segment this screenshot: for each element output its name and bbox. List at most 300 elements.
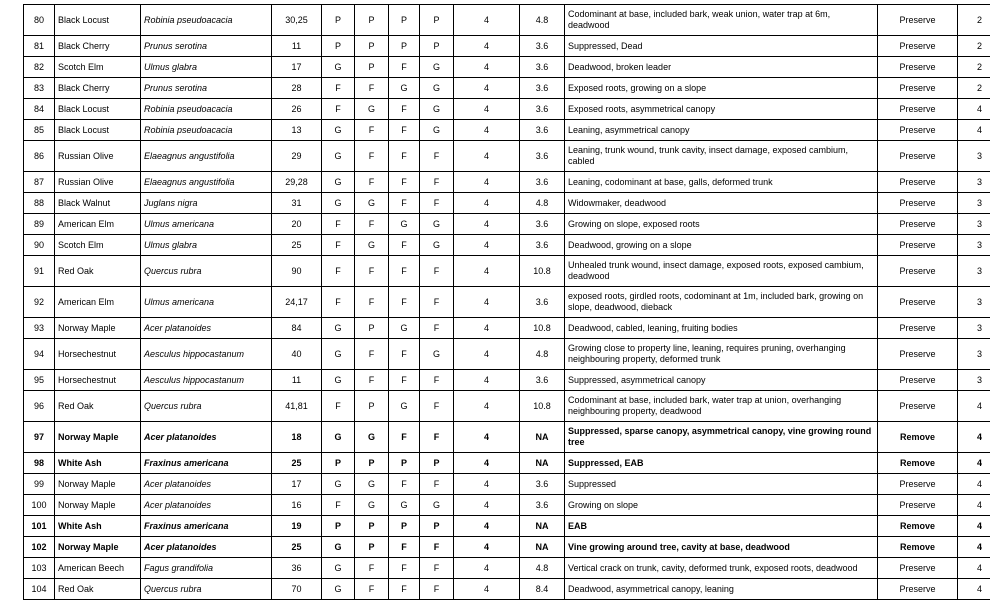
dbh-cell: 11 bbox=[272, 370, 322, 391]
tpz-cell: 10.8 bbox=[520, 391, 565, 422]
table-row bbox=[24, 370, 990, 391]
rating-cell: 4 bbox=[454, 193, 520, 214]
category-cell: 3 bbox=[958, 318, 990, 339]
species-cell: Juglans nigra bbox=[141, 193, 272, 214]
species-cell: Ulmus glabra bbox=[141, 235, 272, 256]
observations-cell: Deadwood, growing on a slope bbox=[565, 235, 878, 256]
condition-cell-2: P bbox=[355, 318, 389, 339]
category-cell: 4 bbox=[958, 453, 990, 474]
species-cell: Fraxinus americana bbox=[141, 516, 272, 537]
condition-cell-2: G bbox=[355, 495, 389, 516]
dbh-cell: 20 bbox=[272, 214, 322, 235]
category-cell: 2 bbox=[958, 78, 990, 99]
action-cell: Preserve bbox=[878, 495, 958, 516]
condition-cell-4: F bbox=[420, 422, 454, 453]
tag-cell: 91 bbox=[24, 256, 55, 287]
dbh-cell: 31 bbox=[272, 193, 322, 214]
condition-cell-2: P bbox=[355, 5, 389, 36]
action-cell: Preserve bbox=[878, 214, 958, 235]
species-cell: Acer platanoides bbox=[141, 495, 272, 516]
condition-cell-3: P bbox=[389, 516, 420, 537]
common-name-cell: Scotch Elm bbox=[55, 235, 141, 256]
observations-cell: Suppressed, sparse canopy, asymmetrical canopy, vine growing round tree bbox=[565, 422, 878, 453]
common-name-cell: Scotch Elm bbox=[55, 57, 141, 78]
rating-cell: 4 bbox=[454, 318, 520, 339]
rating-cell: 4 bbox=[454, 391, 520, 422]
species-cell: Fagus grandifolia bbox=[141, 558, 272, 579]
condition-cell-3: F bbox=[389, 256, 420, 287]
condition-cell-3: G bbox=[389, 318, 420, 339]
observations-cell: Codominant at base, included bark, water trap at union, overhanging neighbouring property, deadwood bbox=[565, 391, 878, 422]
species-cell: Acer platanoides bbox=[141, 474, 272, 495]
category-cell: 4 bbox=[958, 474, 990, 495]
tpz-cell: 4.8 bbox=[520, 5, 565, 36]
tag-cell: 98 bbox=[24, 453, 55, 474]
observations-cell: Suppressed, Dead bbox=[565, 36, 878, 57]
condition-cell-1: G bbox=[322, 579, 355, 600]
condition-cell-3: F bbox=[389, 120, 420, 141]
category-cell: 3 bbox=[958, 193, 990, 214]
condition-cell-4: F bbox=[420, 256, 454, 287]
condition-cell-4: F bbox=[420, 141, 454, 172]
observations-cell: Unhealed trunk wound, insect damage, exposed roots, exposed cambium, deadwood bbox=[565, 256, 878, 287]
condition-cell-3: P bbox=[389, 36, 420, 57]
observations-cell: Deadwood, asymmetrical canopy, leaning bbox=[565, 579, 878, 600]
species-cell: Robinia pseudoacacia bbox=[141, 5, 272, 36]
tpz-cell: 3.6 bbox=[520, 120, 565, 141]
condition-cell-3: G bbox=[389, 214, 420, 235]
common-name-cell: Norway Maple bbox=[55, 422, 141, 453]
rating-cell: 4 bbox=[454, 495, 520, 516]
tag-cell: 94 bbox=[24, 339, 55, 370]
action-cell: Preserve bbox=[878, 391, 958, 422]
condition-cell-3: F bbox=[389, 474, 420, 495]
common-name-cell: White Ash bbox=[55, 516, 141, 537]
dbh-cell: 36 bbox=[272, 558, 322, 579]
condition-cell-4: G bbox=[420, 120, 454, 141]
common-name-cell: American Beech bbox=[55, 558, 141, 579]
tpz-cell: 3.6 bbox=[520, 474, 565, 495]
condition-cell-3: F bbox=[389, 287, 420, 318]
rating-cell: 4 bbox=[454, 5, 520, 36]
condition-cell-2: G bbox=[355, 235, 389, 256]
table-row bbox=[24, 287, 990, 318]
condition-cell-1: P bbox=[322, 516, 355, 537]
table-body bbox=[24, 5, 990, 600]
condition-cell-1: G bbox=[322, 318, 355, 339]
dbh-cell: 29 bbox=[272, 141, 322, 172]
species-cell: Acer platanoides bbox=[141, 318, 272, 339]
tag-cell: 101 bbox=[24, 516, 55, 537]
action-cell: Preserve bbox=[878, 256, 958, 287]
condition-cell-2: G bbox=[355, 193, 389, 214]
table-row bbox=[24, 579, 990, 600]
species-cell: Acer platanoides bbox=[141, 537, 272, 558]
action-cell: Preserve bbox=[878, 558, 958, 579]
tpz-cell: 3.6 bbox=[520, 141, 565, 172]
category-cell: 3 bbox=[958, 214, 990, 235]
condition-cell-2: P bbox=[355, 57, 389, 78]
dbh-cell: 70 bbox=[272, 579, 322, 600]
rating-cell: 4 bbox=[454, 516, 520, 537]
condition-cell-1: F bbox=[322, 495, 355, 516]
tag-cell: 86 bbox=[24, 141, 55, 172]
table-row bbox=[24, 5, 990, 36]
category-cell: 2 bbox=[958, 57, 990, 78]
condition-cell-4: F bbox=[420, 193, 454, 214]
condition-cell-2: G bbox=[355, 474, 389, 495]
rating-cell: 4 bbox=[454, 579, 520, 600]
common-name-cell: Horsechestnut bbox=[55, 339, 141, 370]
condition-cell-1: F bbox=[322, 391, 355, 422]
condition-cell-1: G bbox=[322, 120, 355, 141]
rating-cell: 4 bbox=[454, 339, 520, 370]
condition-cell-2: P bbox=[355, 36, 389, 57]
tpz-cell: 10.8 bbox=[520, 318, 565, 339]
common-name-cell: Red Oak bbox=[55, 579, 141, 600]
tag-cell: 81 bbox=[24, 36, 55, 57]
rating-cell: 4 bbox=[454, 78, 520, 99]
table-row bbox=[24, 99, 990, 120]
condition-cell-1: G bbox=[322, 537, 355, 558]
category-cell: 4 bbox=[958, 120, 990, 141]
tpz-cell: NA bbox=[520, 422, 565, 453]
condition-cell-4: F bbox=[420, 391, 454, 422]
table-row bbox=[24, 235, 990, 256]
condition-cell-2: F bbox=[355, 579, 389, 600]
tag-cell: 93 bbox=[24, 318, 55, 339]
observations-cell: Vertical crack on trunk, cavity, deformed trunk, exposed roots, deadwood bbox=[565, 558, 878, 579]
condition-cell-2: F bbox=[355, 256, 389, 287]
tpz-cell: NA bbox=[520, 516, 565, 537]
table-row bbox=[24, 558, 990, 579]
dbh-cell: 40 bbox=[272, 339, 322, 370]
condition-cell-1: G bbox=[322, 474, 355, 495]
tag-cell: 85 bbox=[24, 120, 55, 141]
action-cell: Preserve bbox=[878, 193, 958, 214]
category-cell: 2 bbox=[958, 36, 990, 57]
category-cell: 4 bbox=[958, 495, 990, 516]
condition-cell-3: F bbox=[389, 235, 420, 256]
condition-cell-2: F bbox=[355, 214, 389, 235]
table-row bbox=[24, 422, 990, 453]
condition-cell-4: G bbox=[420, 214, 454, 235]
condition-cell-3: P bbox=[389, 5, 420, 36]
action-cell: Remove bbox=[878, 537, 958, 558]
condition-cell-1: G bbox=[322, 370, 355, 391]
action-cell: Preserve bbox=[878, 78, 958, 99]
condition-cell-1: F bbox=[322, 99, 355, 120]
condition-cell-3: G bbox=[389, 495, 420, 516]
observations-cell: Suppressed bbox=[565, 474, 878, 495]
dbh-cell: 25 bbox=[272, 537, 322, 558]
condition-cell-4: F bbox=[420, 579, 454, 600]
common-name-cell: Norway Maple bbox=[55, 495, 141, 516]
common-name-cell: Norway Maple bbox=[55, 318, 141, 339]
dbh-cell: 41,81 bbox=[272, 391, 322, 422]
tpz-cell: 8.4 bbox=[520, 579, 565, 600]
common-name-cell: Russian Olive bbox=[55, 172, 141, 193]
condition-cell-4: G bbox=[420, 57, 454, 78]
observations-cell: Suppressed, asymmetrical canopy bbox=[565, 370, 878, 391]
tree-inventory-table bbox=[23, 4, 990, 600]
observations-cell: Leaning, asymmetrical canopy bbox=[565, 120, 878, 141]
species-cell: Robinia pseudoacacia bbox=[141, 120, 272, 141]
table-row bbox=[24, 391, 990, 422]
table-row bbox=[24, 516, 990, 537]
condition-cell-2: F bbox=[355, 172, 389, 193]
condition-cell-3: P bbox=[389, 453, 420, 474]
table-row bbox=[24, 256, 990, 287]
table-row bbox=[24, 120, 990, 141]
common-name-cell: Black Locust bbox=[55, 120, 141, 141]
common-name-cell: White Ash bbox=[55, 453, 141, 474]
tpz-cell: 3.6 bbox=[520, 287, 565, 318]
tag-cell: 95 bbox=[24, 370, 55, 391]
rating-cell: 4 bbox=[454, 256, 520, 287]
common-name-cell: Black Cherry bbox=[55, 78, 141, 99]
table-row bbox=[24, 339, 990, 370]
action-cell: Remove bbox=[878, 453, 958, 474]
dbh-cell: 18 bbox=[272, 422, 322, 453]
condition-cell-2: F bbox=[355, 120, 389, 141]
condition-cell-3: F bbox=[389, 370, 420, 391]
condition-cell-3: F bbox=[389, 141, 420, 172]
species-cell: Prunus serotina bbox=[141, 78, 272, 99]
species-cell: Elaeagnus angustifolia bbox=[141, 141, 272, 172]
tpz-cell: 4.8 bbox=[520, 193, 565, 214]
tag-cell: 87 bbox=[24, 172, 55, 193]
category-cell: 4 bbox=[958, 516, 990, 537]
condition-cell-1: P bbox=[322, 36, 355, 57]
tag-cell: 88 bbox=[24, 193, 55, 214]
common-name-cell: Red Oak bbox=[55, 256, 141, 287]
action-cell: Preserve bbox=[878, 5, 958, 36]
condition-cell-4: F bbox=[420, 558, 454, 579]
tag-cell: 82 bbox=[24, 57, 55, 78]
table-row bbox=[24, 474, 990, 495]
rating-cell: 4 bbox=[454, 141, 520, 172]
species-cell: Ulmus americana bbox=[141, 214, 272, 235]
tag-cell: 102 bbox=[24, 537, 55, 558]
condition-cell-1: G bbox=[322, 141, 355, 172]
condition-cell-4: P bbox=[420, 5, 454, 36]
condition-cell-3: F bbox=[389, 172, 420, 193]
condition-cell-4: F bbox=[420, 370, 454, 391]
category-cell: 4 bbox=[958, 391, 990, 422]
table-row bbox=[24, 495, 990, 516]
tag-cell: 83 bbox=[24, 78, 55, 99]
tag-cell: 90 bbox=[24, 235, 55, 256]
table-row bbox=[24, 78, 990, 99]
table-row bbox=[24, 57, 990, 78]
action-cell: Preserve bbox=[878, 579, 958, 600]
species-cell: Elaeagnus angustifolia bbox=[141, 172, 272, 193]
rating-cell: 4 bbox=[454, 172, 520, 193]
condition-cell-2: F bbox=[355, 339, 389, 370]
dbh-cell: 17 bbox=[272, 474, 322, 495]
tpz-cell: 3.6 bbox=[520, 172, 565, 193]
rating-cell: 4 bbox=[454, 287, 520, 318]
rating-cell: 4 bbox=[454, 57, 520, 78]
common-name-cell: American Elm bbox=[55, 214, 141, 235]
condition-cell-4: G bbox=[420, 495, 454, 516]
tag-cell: 80 bbox=[24, 5, 55, 36]
condition-cell-1: F bbox=[322, 256, 355, 287]
table-row bbox=[24, 214, 990, 235]
tag-cell: 92 bbox=[24, 287, 55, 318]
action-cell: Preserve bbox=[878, 99, 958, 120]
category-cell: 3 bbox=[958, 235, 990, 256]
tag-cell: 100 bbox=[24, 495, 55, 516]
condition-cell-4: G bbox=[420, 339, 454, 370]
species-cell: Quercus rubra bbox=[141, 256, 272, 287]
species-cell: Robinia pseudoacacia bbox=[141, 99, 272, 120]
dbh-cell: 17 bbox=[272, 57, 322, 78]
rating-cell: 4 bbox=[454, 99, 520, 120]
tag-cell: 99 bbox=[24, 474, 55, 495]
table-row bbox=[24, 172, 990, 193]
common-name-cell: Red Oak bbox=[55, 391, 141, 422]
condition-cell-2: P bbox=[355, 453, 389, 474]
common-name-cell: Black Locust bbox=[55, 99, 141, 120]
action-cell: Preserve bbox=[878, 474, 958, 495]
condition-cell-4: G bbox=[420, 235, 454, 256]
species-cell: Quercus rubra bbox=[141, 579, 272, 600]
observations-cell: Codominant at base, included bark, weak union, water trap at 6m, deadwood bbox=[565, 5, 878, 36]
condition-cell-4: G bbox=[420, 78, 454, 99]
category-cell: 2 bbox=[958, 5, 990, 36]
condition-cell-4: F bbox=[420, 287, 454, 318]
tpz-cell: NA bbox=[520, 537, 565, 558]
condition-cell-4: P bbox=[420, 36, 454, 57]
tpz-cell: 3.6 bbox=[520, 99, 565, 120]
category-cell: 3 bbox=[958, 141, 990, 172]
condition-cell-1: P bbox=[322, 5, 355, 36]
tag-cell: 104 bbox=[24, 579, 55, 600]
rating-cell: 4 bbox=[454, 36, 520, 57]
category-cell: 3 bbox=[958, 172, 990, 193]
tpz-cell: 3.6 bbox=[520, 235, 565, 256]
dbh-cell: 24,17 bbox=[272, 287, 322, 318]
condition-cell-3: F bbox=[389, 99, 420, 120]
observations-cell: Exposed roots, growing on a slope bbox=[565, 78, 878, 99]
category-cell: 4 bbox=[958, 579, 990, 600]
category-cell: 3 bbox=[958, 370, 990, 391]
rating-cell: 4 bbox=[454, 537, 520, 558]
condition-cell-4: F bbox=[420, 172, 454, 193]
table-row bbox=[24, 537, 990, 558]
condition-cell-2: F bbox=[355, 141, 389, 172]
condition-cell-2: G bbox=[355, 99, 389, 120]
tpz-cell: 4.8 bbox=[520, 558, 565, 579]
dbh-cell: 11 bbox=[272, 36, 322, 57]
action-cell: Preserve bbox=[878, 370, 958, 391]
action-cell: Preserve bbox=[878, 120, 958, 141]
species-cell: Quercus rubra bbox=[141, 391, 272, 422]
common-name-cell: Norway Maple bbox=[55, 537, 141, 558]
condition-cell-3: F bbox=[389, 579, 420, 600]
species-cell: Ulmus glabra bbox=[141, 57, 272, 78]
observations-cell: Leaning, trunk wound, trunk cavity, insect damage, exposed cambium, cabled bbox=[565, 141, 878, 172]
action-cell: Preserve bbox=[878, 57, 958, 78]
condition-cell-2: P bbox=[355, 537, 389, 558]
observations-cell: Deadwood, cabled, leaning, fruiting bodies bbox=[565, 318, 878, 339]
action-cell: Preserve bbox=[878, 141, 958, 172]
category-cell: 3 bbox=[958, 256, 990, 287]
rating-cell: 4 bbox=[454, 370, 520, 391]
observations-cell: Widowmaker, deadwood bbox=[565, 193, 878, 214]
condition-cell-2: P bbox=[355, 516, 389, 537]
common-name-cell: Russian Olive bbox=[55, 141, 141, 172]
observations-cell: EAB bbox=[565, 516, 878, 537]
action-cell: Preserve bbox=[878, 318, 958, 339]
condition-cell-1: F bbox=[322, 214, 355, 235]
table-row bbox=[24, 318, 990, 339]
dbh-cell: 90 bbox=[272, 256, 322, 287]
category-cell: 4 bbox=[958, 422, 990, 453]
condition-cell-1: G bbox=[322, 57, 355, 78]
condition-cell-2: F bbox=[355, 370, 389, 391]
observations-cell: Growing on slope, exposed roots bbox=[565, 214, 878, 235]
species-cell: Fraxinus americana bbox=[141, 453, 272, 474]
observations-cell: Suppressed, EAB bbox=[565, 453, 878, 474]
observations-cell: Leaning, codominant at base, galls, deformed trunk bbox=[565, 172, 878, 193]
condition-cell-2: F bbox=[355, 287, 389, 318]
condition-cell-2: F bbox=[355, 78, 389, 99]
rating-cell: 4 bbox=[454, 214, 520, 235]
rating-cell: 4 bbox=[454, 558, 520, 579]
observations-cell: exposed roots, girdled roots, codominant at 1m, included bark, growing on slope, deadwood, dieback bbox=[565, 287, 878, 318]
table-row bbox=[24, 36, 990, 57]
observations-cell: Vine growing around tree, cavity at base, deadwood bbox=[565, 537, 878, 558]
dbh-cell: 30,25 bbox=[272, 5, 322, 36]
dbh-cell: 19 bbox=[272, 516, 322, 537]
condition-cell-1: F bbox=[322, 287, 355, 318]
table-row bbox=[24, 193, 990, 214]
condition-cell-1: G bbox=[322, 193, 355, 214]
condition-cell-2: G bbox=[355, 422, 389, 453]
condition-cell-1: G bbox=[322, 172, 355, 193]
tpz-cell: 3.6 bbox=[520, 214, 565, 235]
condition-cell-4: F bbox=[420, 474, 454, 495]
action-cell: Preserve bbox=[878, 287, 958, 318]
condition-cell-1: G bbox=[322, 339, 355, 370]
condition-cell-4: P bbox=[420, 453, 454, 474]
condition-cell-1: F bbox=[322, 235, 355, 256]
common-name-cell: Black Cherry bbox=[55, 36, 141, 57]
dbh-cell: 29,28 bbox=[272, 172, 322, 193]
condition-cell-3: F bbox=[389, 193, 420, 214]
condition-cell-1: G bbox=[322, 422, 355, 453]
rating-cell: 4 bbox=[454, 120, 520, 141]
dbh-cell: 13 bbox=[272, 120, 322, 141]
species-cell: Aesculus hippocastanum bbox=[141, 370, 272, 391]
tpz-cell: 3.6 bbox=[520, 36, 565, 57]
table-row bbox=[24, 453, 990, 474]
tag-cell: 89 bbox=[24, 214, 55, 235]
table-row bbox=[24, 141, 990, 172]
tpz-cell: 3.6 bbox=[520, 495, 565, 516]
action-cell: Preserve bbox=[878, 339, 958, 370]
common-name-cell: American Elm bbox=[55, 287, 141, 318]
category-cell: 3 bbox=[958, 339, 990, 370]
rating-cell: 4 bbox=[454, 474, 520, 495]
common-name-cell: Horsechestnut bbox=[55, 370, 141, 391]
dbh-cell: 25 bbox=[272, 235, 322, 256]
tag-cell: 97 bbox=[24, 422, 55, 453]
dbh-cell: 84 bbox=[272, 318, 322, 339]
